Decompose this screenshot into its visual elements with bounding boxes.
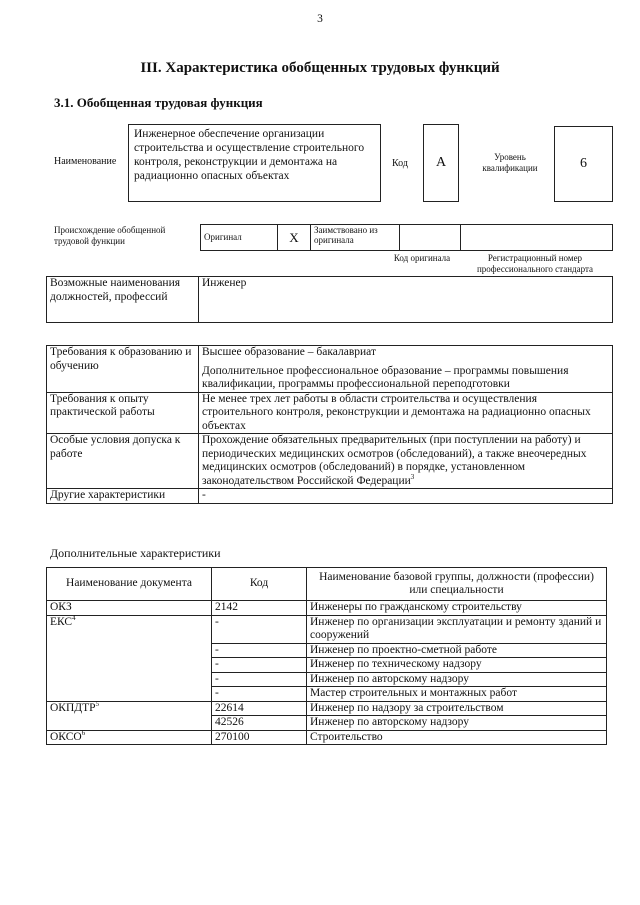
header-group: Наименование базовой группы, должности (профессии) или специальности [307,568,607,601]
origin-code-cell [400,225,461,251]
doc-name-text: ЕКС [50,615,73,628]
row-name: Инженер по авторскому надзору [307,716,607,731]
requirement-label: Требования к опыту практической работы [47,392,199,434]
origin-label: Происхождение обобщенной трудовой функции [54,225,166,246]
row-name: Инженеры по гражданскому строительству [307,601,607,616]
footnote-ref: 3 [410,472,415,481]
origin-reg-cell [461,225,613,251]
origin-table [200,224,613,251]
doc-name [47,615,212,701]
doc-name-text: ОКЗ [50,601,72,613]
requirement-line: Дополнительное профессиональное образование – программы повышения квалификации, программы профессиональной переподготовки [202,364,569,390]
row-code: - [212,672,307,687]
row-name: Инженер по техническому надзору [307,658,607,673]
row-code: 42526 [212,716,307,731]
row-name: Инженер по надзору за строительством [307,701,607,716]
origin-original-label: Оригинал [201,225,278,251]
level-label: Уровень квалификации [482,152,538,173]
additional-title: Дополнительные характеристики [50,546,221,560]
level-value: 6 [580,156,587,171]
requirement-line: Прохождение обязательных предварительных (при поступлении на работу) и периодических медицинских осмотров (обследований), а также внеочередных медицинских осмотров (обследований) в порядке, установленном законодательством Российской Федерации [202,434,587,487]
row-name: Инженер по проектно-сметной работе [307,643,607,658]
requirement-label: Требования к образованию и обучению [47,346,199,393]
row-code: 22614 [212,701,307,716]
section-title: III. Характеристика обобщенных трудовых функций [140,60,500,76]
row-code: - [212,658,307,673]
row-code: 2142 [212,601,307,616]
row-name: Инженер по организации эксплуатации и ремонту зданий и сооружений [307,615,607,643]
requirement-row [47,434,613,489]
row-code: - [212,687,307,702]
function-name-box [128,124,381,202]
row-code: 270100 [212,730,307,745]
origin-borrowed-label: Заимствовано из оригинала [311,225,400,251]
code-original-label: Код оригинала [393,253,451,263]
doc-name-text: ОКПДТР [50,701,96,714]
requirements-table [46,345,613,504]
additional-table [46,567,607,745]
name-label: Наименование [54,156,117,167]
requirement-row [47,489,613,504]
doc-name [47,701,212,730]
doc-name-text: ОКСО [50,730,82,743]
positions-value: Инженер [199,277,613,323]
code-value: А [435,155,447,170]
requirement-label: Другие характеристики [47,489,199,504]
subsection-title: 3.1. Обобщенная трудовая функция [54,95,263,110]
row-code: - [212,643,307,658]
level-value-box [554,126,613,202]
requirement-line: Не менее трех лет работы в области строительства и осуществления строительного контроля, реконструкции и демонтажа на радиационно опасных объектах [202,392,591,432]
row-name: Инженер по авторскому надзору [307,672,607,687]
reg-number-label: Регистрационный номер профессионального стандарта [476,253,594,274]
requirement-label: Особые условия допуска к работе [47,434,199,489]
header-document: Наименование документа [47,568,212,601]
requirement-line: - [199,489,613,504]
requirement-line: Высшее образование – бакалавриат [202,346,376,358]
code-value-box [423,124,459,202]
doc-name [47,730,212,745]
row-name: Строительство [307,730,607,745]
row-code: - [212,615,307,643]
function-name-value: Инженерное обеспечение организации строительства и осуществление строительного контроля, реконструкции и демонтажа на радиационно опасных объектах [134,128,365,182]
footnote-ref: 5 [95,699,100,708]
footnote-ref: 4 [72,613,76,622]
positions-table [46,276,613,323]
code-label: Код [392,158,408,169]
positions-label: Возможные наименования должностей, профессий [47,277,199,323]
footnote-ref: 6 [81,728,86,737]
requirement-row [47,346,613,393]
header-code: Код [212,568,307,601]
origin-original-mark: X [278,225,311,251]
page-number: 3 [317,13,323,25]
requirement-row [47,392,613,434]
row-name: Мастер строительных и монтажных работ [307,687,607,702]
